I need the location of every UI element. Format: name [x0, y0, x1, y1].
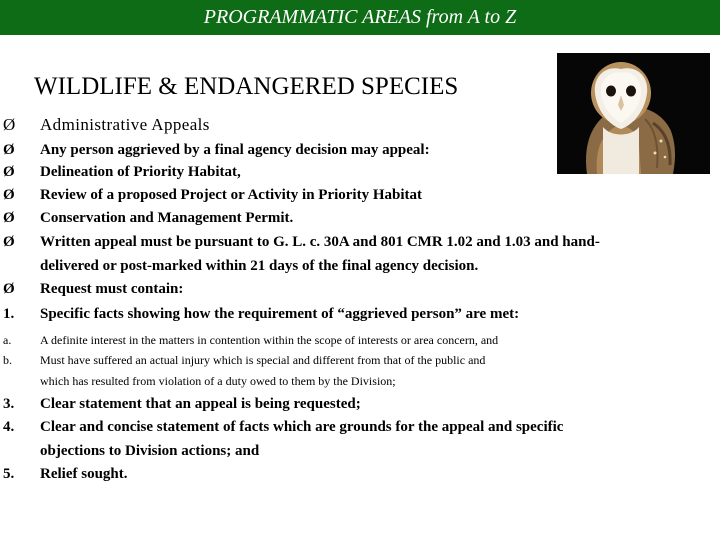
bullet-text: Request must contain:: [40, 281, 184, 297]
item-text: which has resulted from violation of a duty owed to them by the Division;: [40, 374, 396, 388]
arrow-bullet-icon: Ø: [3, 210, 15, 226]
item-text: objections to Division actions; and: [40, 443, 260, 459]
arrow-bullet-icon: Ø: [3, 281, 15, 297]
bullet-text: Delineation of Priority Habitat,: [40, 164, 241, 180]
item-text: Clear statement that an appeal is being requested;: [40, 396, 361, 412]
bullet-text: Administrative Appeals: [40, 115, 210, 134]
arrow-bullet-icon: Ø: [3, 187, 15, 203]
item-text: A definite interest in the matters in contention within the scope of interests or area concern, and: [40, 333, 499, 347]
item-number: 4.: [3, 419, 15, 435]
arrow-bullet-icon: Ø: [3, 142, 15, 158]
banner-title: PROGRAMMATIC AREAS from A to Z: [203, 6, 517, 28]
bullet-text: delivered or post-marked within 21 days of the final agency decision.: [40, 258, 479, 274]
item-number: 3.: [3, 396, 15, 412]
item-text: Clear and concise statement of facts which are grounds for the appeal and specific: [40, 419, 564, 435]
item-letter: b.: [3, 353, 12, 367]
arrow-bullet-icon: Ø: [3, 234, 15, 250]
item-text: Specific facts showing how the requirement of “aggrieved person” are met:: [40, 306, 520, 322]
slide-heading: WILDLIFE & ENDANGERED SPECIES: [34, 73, 459, 100]
arrow-bullet-icon: Ø: [3, 164, 15, 180]
item-number: 1.: [3, 306, 15, 322]
bullet-text: Conservation and Management Permit.: [40, 210, 294, 226]
bullet-text: Written appeal must be pursuant to G. L. c. 30A and 801 CMR 1.02 and 1.03 and hand-: [40, 234, 600, 250]
item-number: 5.: [3, 466, 15, 482]
item-text: Must have suffered an actual injury which is special and different from that of the public and: [40, 353, 486, 367]
bullet-text: Any person aggrieved by a final agency decision may appeal:: [40, 142, 430, 158]
item-letter: a.: [3, 333, 12, 347]
arrow-bullet-icon: Ø: [3, 115, 16, 134]
item-text: Relief sought.: [40, 466, 128, 482]
bullet-text: Review of a proposed Project or Activity in Priority Habitat: [40, 187, 423, 203]
